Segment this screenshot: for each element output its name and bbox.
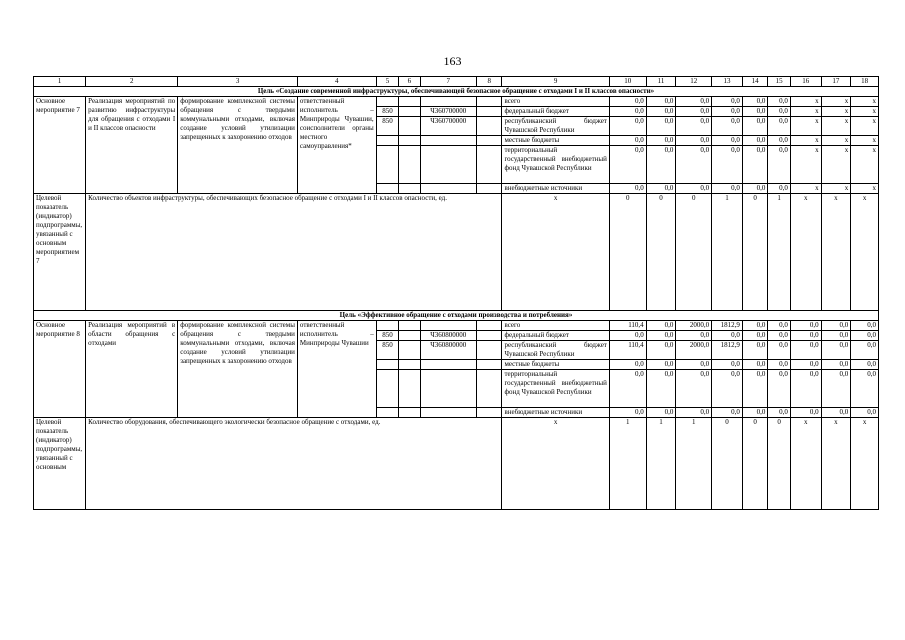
value-col-18: 0,0 <box>851 321 879 331</box>
funding-source: внебюджетные источники <box>502 184 609 194</box>
value-col-14: 0,0 <box>742 370 768 408</box>
indicator-col-9: х <box>502 194 609 311</box>
value-col-15: 0,0 <box>768 341 791 360</box>
column-number-2: 2 <box>86 77 178 87</box>
value-col-14: 0,0 <box>742 146 768 184</box>
value-col-16: 0,0 <box>790 341 821 360</box>
value-col-12: 0,0 <box>676 408 712 418</box>
value-col-16: х <box>790 117 821 136</box>
value-col-12: 0,0 <box>676 97 712 107</box>
indicator-value-col-13: 0 <box>712 418 743 510</box>
indicator-col-9: х <box>502 418 609 510</box>
value-col-12: 2000,0 <box>676 341 712 360</box>
indicator-label: Целевой показатель (индикатор) подпрограммы, увязанный с основным <box>34 418 86 510</box>
value-col-13: 0,0 <box>712 136 743 146</box>
code-expense-group <box>476 107 502 117</box>
value-col-17: 0,0 <box>821 360 851 370</box>
value-col-15: 0,0 <box>768 117 791 136</box>
code-col-6 <box>399 331 420 341</box>
goal-title: Цель «Эффективное обращение с отходами производства и потребления» <box>34 311 879 321</box>
code-target-article <box>420 184 476 194</box>
code-grbs <box>376 321 399 331</box>
value-col-18: х <box>851 136 879 146</box>
indicator-value-col-11: 1 <box>646 418 676 510</box>
value-col-15: 0,0 <box>768 370 791 408</box>
column-number-12: 12 <box>676 77 712 87</box>
event-executors: ответственный исполнитель – Минприроды Чувашии, соисполнители органы местного самоуправления* <box>297 97 376 194</box>
value-col-15: 0,0 <box>768 331 791 341</box>
value-col-16: х <box>790 97 821 107</box>
column-number-3: 3 <box>178 77 298 87</box>
code-grbs: 850 <box>376 341 399 360</box>
value-col-12: 0,0 <box>676 146 712 184</box>
value-col-18: 0,0 <box>851 408 879 418</box>
value-col-13: 0,0 <box>712 408 743 418</box>
code-grbs <box>376 136 399 146</box>
code-col-6 <box>399 107 420 117</box>
value-col-11: 0,0 <box>646 136 676 146</box>
goal-row <box>34 87 879 97</box>
value-col-10: 0,0 <box>609 360 646 370</box>
indicator-value-col-10: 1 <box>609 418 646 510</box>
code-expense-group <box>476 370 502 408</box>
code-target-article <box>420 321 476 331</box>
value-col-12: 0,0 <box>676 370 712 408</box>
code-target-article: Ч360800000 <box>420 341 476 360</box>
value-col-11: 0,0 <box>646 408 676 418</box>
column-number-4: 4 <box>297 77 376 87</box>
value-col-17: х <box>821 136 851 146</box>
value-col-14: 0,0 <box>742 331 768 341</box>
value-col-18: 0,0 <box>851 331 879 341</box>
value-col-18: х <box>851 117 879 136</box>
value-col-10: 0,0 <box>609 184 646 194</box>
event-description: формирование комплексной системы обращения с твердыми коммунальными отходами, включая создание условий утилизации запрещенных к захоронению отходов <box>178 321 298 418</box>
value-col-14: 0,0 <box>742 97 768 107</box>
value-col-10: 0,0 <box>609 370 646 408</box>
value-col-14: 0,0 <box>742 321 768 331</box>
value-col-11: 0,0 <box>646 360 676 370</box>
event-label: Основное мероприятие 8 <box>34 321 86 418</box>
indicator-value-col-16: х <box>790 418 821 510</box>
code-expense-group <box>476 331 502 341</box>
code-target-article <box>420 97 476 107</box>
value-col-12: 0,0 <box>676 136 712 146</box>
value-col-10: 110,4 <box>609 321 646 331</box>
column-number-10: 10 <box>609 77 646 87</box>
value-col-12: 0,0 <box>676 107 712 117</box>
value-col-14: 0,0 <box>742 136 768 146</box>
code-col-6 <box>399 184 420 194</box>
funding-source: внебюджетные источники <box>502 408 609 418</box>
code-expense-group <box>476 321 502 331</box>
column-number-13: 13 <box>712 77 743 87</box>
value-col-13: 0,0 <box>712 360 743 370</box>
indicator-value-col-15: 1 <box>768 194 791 311</box>
value-col-11: 0,0 <box>646 331 676 341</box>
funding-row <box>34 321 879 331</box>
code-grbs <box>376 408 399 418</box>
column-number-8: 8 <box>476 77 502 87</box>
value-col-17: х <box>821 146 851 184</box>
indicator-value-col-15: 0 <box>768 418 791 510</box>
column-number-9: 9 <box>502 77 609 87</box>
value-col-16: х <box>790 107 821 117</box>
indicator-value-col-16: х <box>790 194 821 311</box>
code-col-6 <box>399 146 420 184</box>
value-col-10: 0,0 <box>609 117 646 136</box>
value-col-15: 0,0 <box>768 146 791 184</box>
value-col-14: 0,0 <box>742 341 768 360</box>
code-expense-group <box>476 184 502 194</box>
value-col-15: 0,0 <box>768 184 791 194</box>
funding-source: республиканский бюджет Чувашской Республики <box>502 117 609 136</box>
value-col-10: 0,0 <box>609 331 646 341</box>
value-col-14: 0,0 <box>742 184 768 194</box>
value-col-11: 0,0 <box>646 107 676 117</box>
column-number-18: 18 <box>851 77 879 87</box>
value-col-17: 0,0 <box>821 370 851 408</box>
code-col-6 <box>399 136 420 146</box>
funding-source: федеральный бюджет <box>502 331 609 341</box>
code-grbs <box>376 360 399 370</box>
column-number-7: 7 <box>420 77 476 87</box>
value-col-17: 0,0 <box>821 408 851 418</box>
code-col-6 <box>399 117 420 136</box>
goal-row <box>34 311 879 321</box>
value-col-17: х <box>821 107 851 117</box>
column-number-5: 5 <box>376 77 399 87</box>
code-col-6 <box>399 321 420 331</box>
code-target-article <box>420 146 476 184</box>
value-col-16: 0,0 <box>790 370 821 408</box>
indicator-value-col-12: 0 <box>676 194 712 311</box>
value-col-17: х <box>821 117 851 136</box>
event-label: Основное мероприятие 7 <box>34 97 86 194</box>
funding-source: местные бюджеты <box>502 136 609 146</box>
value-col-16: х <box>790 146 821 184</box>
value-col-18: х <box>851 97 879 107</box>
indicator-value-col-12: 1 <box>676 418 712 510</box>
indicator-label: Целевой показатель (индикатор) подпрограммы, увязанный с основным мероприятием 7 <box>34 194 86 311</box>
value-col-18: х <box>851 107 879 117</box>
code-target-article: Ч360700000 <box>420 107 476 117</box>
indicator-value-col-14: 0 <box>742 418 768 510</box>
value-col-15: 0,0 <box>768 107 791 117</box>
value-col-10: 0,0 <box>609 146 646 184</box>
value-col-14: 0,0 <box>742 360 768 370</box>
code-target-article <box>420 136 476 146</box>
value-col-16: 0,0 <box>790 321 821 331</box>
value-col-13: 0,0 <box>712 184 743 194</box>
value-col-15: 0,0 <box>768 97 791 107</box>
code-col-6 <box>399 341 420 360</box>
code-expense-group <box>476 97 502 107</box>
value-col-17: 0,0 <box>821 321 851 331</box>
value-col-12: 2000,0 <box>676 321 712 331</box>
value-col-18: х <box>851 146 879 184</box>
indicator-value-col-17: х <box>821 418 851 510</box>
value-col-12: 0,0 <box>676 117 712 136</box>
value-col-18: 0,0 <box>851 341 879 360</box>
code-grbs <box>376 370 399 408</box>
funding-source: всего <box>502 97 609 107</box>
indicator-value-col-10: 0 <box>609 194 646 311</box>
value-col-17: х <box>821 97 851 107</box>
code-grbs <box>376 184 399 194</box>
code-expense-group <box>476 136 502 146</box>
value-col-11: 0,0 <box>646 370 676 408</box>
code-col-6 <box>399 97 420 107</box>
value-col-10: 0,0 <box>609 97 646 107</box>
code-col-6 <box>399 408 420 418</box>
value-col-16: 0,0 <box>790 331 821 341</box>
event-description: формирование комплексной системы обращения с твердыми коммунальными отходами, включая создание условий утилизации запрещенных к захоронению отходов <box>178 97 298 194</box>
value-col-12: 0,0 <box>676 184 712 194</box>
event-name: Реализация мероприятий по развитию инфраструктуры для обращения с отходами I и II классов опасности <box>86 97 178 194</box>
value-col-11: 0,0 <box>646 341 676 360</box>
indicator-row <box>34 194 879 311</box>
value-col-17: 0,0 <box>821 331 851 341</box>
code-grbs: 850 <box>376 331 399 341</box>
value-col-11: 0,0 <box>646 321 676 331</box>
value-col-14: 0,0 <box>742 408 768 418</box>
column-number-1: 1 <box>34 77 86 87</box>
funding-source: территориальный государственный внебюджетный фонд Чувашской Республики <box>502 146 609 184</box>
value-col-15: 0,0 <box>768 136 791 146</box>
funding-source: федеральный бюджет <box>502 107 609 117</box>
code-target-article <box>420 408 476 418</box>
value-col-17: 0,0 <box>821 341 851 360</box>
indicator-value-col-18: х <box>851 194 879 311</box>
value-col-13: 0,0 <box>712 97 743 107</box>
code-expense-group <box>476 360 502 370</box>
funding-source: территориальный государственный внебюджетный фонд Чувашской Республики <box>502 370 609 408</box>
column-number-16: 16 <box>790 77 821 87</box>
value-col-10: 0,0 <box>609 408 646 418</box>
column-number-row <box>34 77 879 87</box>
value-col-13: 0,0 <box>712 146 743 184</box>
value-col-14: 0,0 <box>742 117 768 136</box>
code-grbs <box>376 97 399 107</box>
code-target-article <box>420 360 476 370</box>
value-col-13: 0,0 <box>712 117 743 136</box>
code-target-article: Ч360700000 <box>420 117 476 136</box>
value-col-15: 0,0 <box>768 360 791 370</box>
value-col-18: 0,0 <box>851 360 879 370</box>
code-grbs <box>376 146 399 184</box>
indicator-value-col-13: 1 <box>712 194 743 311</box>
indicator-value-col-17: х <box>821 194 851 311</box>
column-number-17: 17 <box>821 77 851 87</box>
value-col-11: 0,0 <box>646 146 676 184</box>
code-grbs: 850 <box>376 117 399 136</box>
value-col-13: 0,0 <box>712 107 743 117</box>
code-target-article <box>420 370 476 408</box>
value-col-13: 1812,9 <box>712 321 743 331</box>
value-col-18: 0,0 <box>851 370 879 408</box>
funding-source: республиканский бюджет Чувашской Республики <box>502 341 609 360</box>
value-col-12: 0,0 <box>676 331 712 341</box>
value-col-18: х <box>851 184 879 194</box>
value-col-13: 0,0 <box>712 370 743 408</box>
code-col-6 <box>399 360 420 370</box>
funding-source: всего <box>502 321 609 331</box>
value-col-12: 0,0 <box>676 360 712 370</box>
program-table <box>33 76 879 510</box>
code-col-6 <box>399 370 420 408</box>
indicator-row <box>34 418 879 510</box>
column-number-15: 15 <box>768 77 791 87</box>
value-col-11: 0,0 <box>646 117 676 136</box>
column-number-11: 11 <box>646 77 676 87</box>
indicator-value-col-18: х <box>851 418 879 510</box>
value-col-10: 0,0 <box>609 107 646 117</box>
value-col-14: 0,0 <box>742 107 768 117</box>
value-col-13: 0,0 <box>712 331 743 341</box>
column-number-14: 14 <box>742 77 768 87</box>
value-col-10: 0,0 <box>609 136 646 146</box>
indicator-value-col-14: 0 <box>742 194 768 311</box>
value-col-17: х <box>821 184 851 194</box>
value-col-11: 0,0 <box>646 184 676 194</box>
event-name: Реализация мероприятий в области обращения с отходами <box>86 321 178 418</box>
funding-source: местные бюджеты <box>502 360 609 370</box>
code-expense-group <box>476 408 502 418</box>
value-col-16: х <box>790 184 821 194</box>
code-expense-group <box>476 117 502 136</box>
code-target-article: Ч360800000 <box>420 331 476 341</box>
value-col-11: 0,0 <box>646 97 676 107</box>
value-col-16: 0,0 <box>790 408 821 418</box>
column-number-6: 6 <box>399 77 420 87</box>
code-expense-group <box>476 341 502 360</box>
value-col-10: 110,4 <box>609 341 646 360</box>
table-body <box>34 77 879 510</box>
indicator-value-col-11: 0 <box>646 194 676 311</box>
funding-row <box>34 97 879 107</box>
page-number: 163 <box>443 54 462 68</box>
code-expense-group <box>476 146 502 184</box>
value-col-15: 0,0 <box>768 408 791 418</box>
value-col-15: 0,0 <box>768 321 791 331</box>
goal-title: Цель «Создание современной инфраструктуры, обеспечивающей безопасное обращение с отходами I и II классов опасности» <box>34 87 879 97</box>
event-executors: ответственный исполнитель – Минприроды Чувашии <box>297 321 376 418</box>
indicator-text: Количество оборудования, обеспечивающего экологически безопасное обращение с отходами, ед. <box>86 418 502 510</box>
value-col-13: 1812,9 <box>712 341 743 360</box>
value-col-16: 0,0 <box>790 360 821 370</box>
indicator-text: Количество объектов инфраструктуры, обеспечивающих безопасное обращение с отходами I и II классов опасности, ед. <box>86 194 502 311</box>
value-col-16: х <box>790 136 821 146</box>
code-grbs: 850 <box>376 107 399 117</box>
